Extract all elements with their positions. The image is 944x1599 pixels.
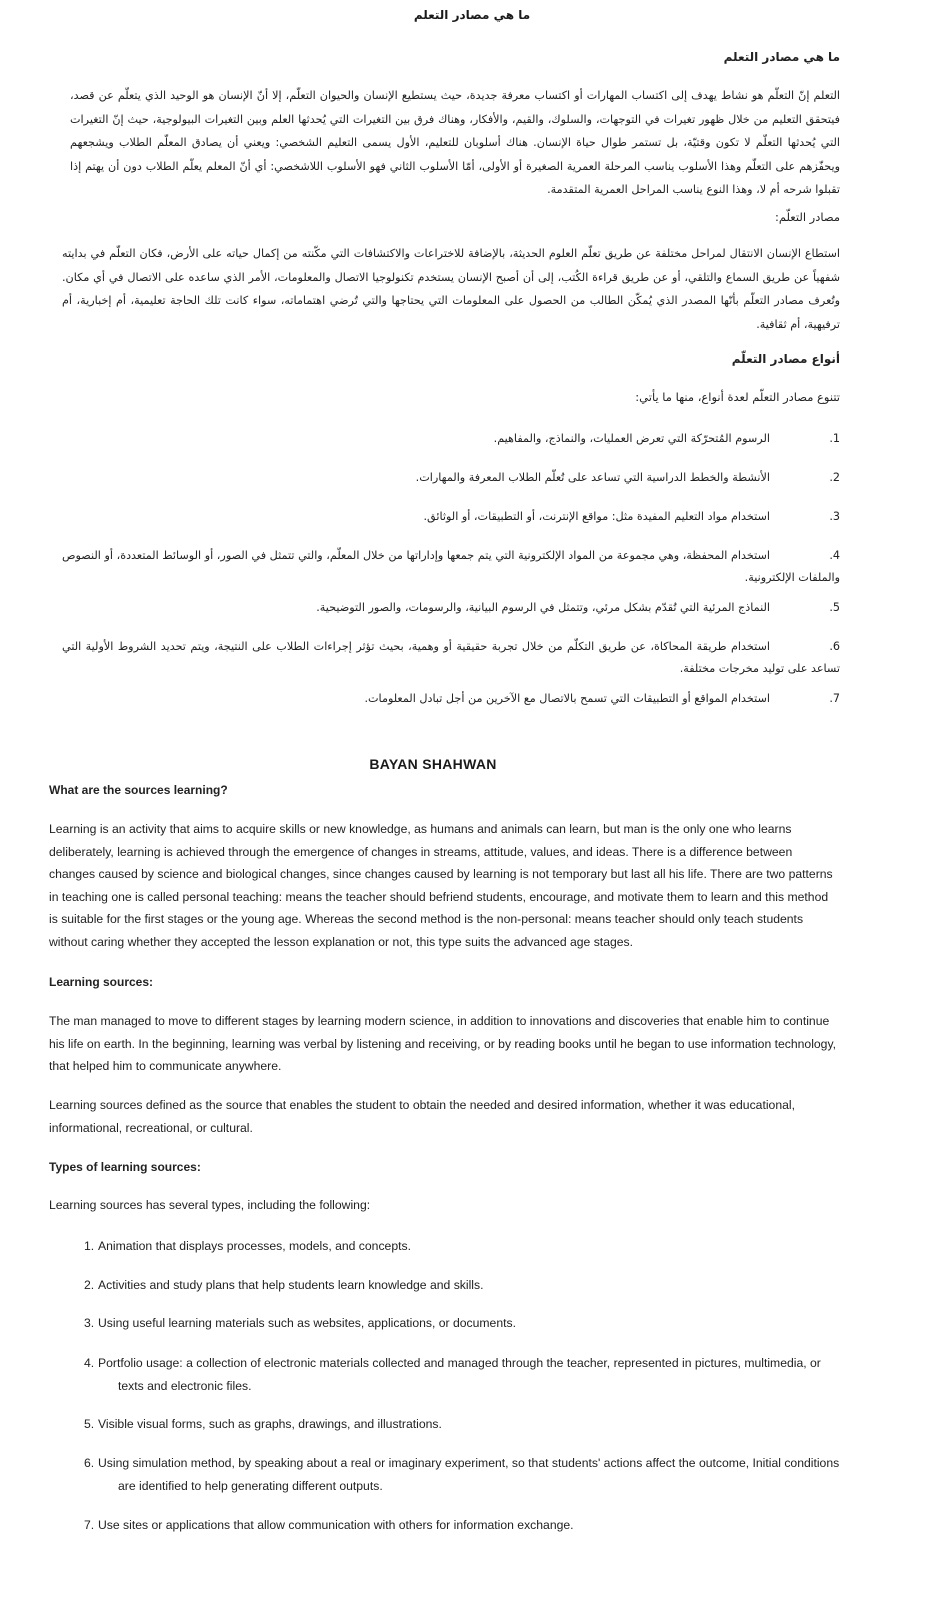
- list-item: [62, 428, 840, 467]
- list-item-number: 3.: [84, 1316, 95, 1330]
- list-item-number: 2.: [84, 1278, 95, 1292]
- english-heading-learning-sources: Learning sources:: [49, 975, 154, 989]
- list-item: [62, 636, 840, 688]
- arabic-types-list: [62, 428, 840, 727]
- english-types-list: [84, 1235, 844, 1538]
- list-item-text: Visible visual forms, such as graphs, drawings, and illustrations.: [98, 1417, 442, 1431]
- english-heading-what-are-sources: What are the sources learning?: [49, 783, 228, 797]
- list-item-number: .1: [829, 432, 840, 445]
- list-item-number: .5: [829, 601, 840, 614]
- arabic-heading-what-are-sources: ما هي مصادر التعلم: [723, 50, 840, 64]
- list-item-number: .4: [829, 549, 840, 562]
- english-intro-paragraph: Learning is an activity that aims to acquire skills or new knowledge, as humans and animals can learn, but man is the only one who learns deliberately, learning is achieved through the emergence of changes in streams, attitude, values, and ideas. There is a difference between changes caused by science and biological changes, since changes caused by learning is not temporary but last all his life. There are two patterns in teaching one is called personal teaching: means the teacher should befriend students, encourage, and motivate them to learn and this method is suitable for the first stages or the young age. Whereas the second method is the non-personal: means teacher should only teach students without caring whether they accepted the lesson explanation or not, this type suits the advanced age stages.: [49, 822, 833, 949]
- list-item: [62, 688, 840, 727]
- list-item-text: Activities and study plans that help students learn knowledge and skills.: [98, 1278, 484, 1292]
- list-item: [62, 597, 840, 636]
- list-item-number: 4.: [84, 1356, 95, 1370]
- list-item-text: الرسوم المُتحرّكة التي تعرض العمليات، والنماذج، والمفاهيم.: [493, 432, 770, 445]
- list-item-text: الأنشطة والخطط الدراسية التي تساعد على تُعلّم الطلاب المعرفة والمهارات.: [415, 471, 770, 484]
- list-item: [84, 1413, 844, 1452]
- list-item-text: Animation that displays processes, models, and concepts.: [98, 1239, 411, 1253]
- list-item-number: .2: [829, 471, 840, 484]
- list-item: [84, 1352, 844, 1413]
- english-heading-types: Types of learning sources:: [49, 1160, 201, 1174]
- list-item-number: 7.: [84, 1518, 95, 1532]
- list-item: [84, 1274, 844, 1312]
- list-item-text: استخدام المواقع أو التطبيقات التي تسمح بالاتصال مع الآخرين من أجل تبادل المعلومات.: [364, 692, 770, 705]
- english-types-intro: Learning sources has several types, including the following:: [49, 1198, 371, 1212]
- arabic-heading-types: أنواع مصادر التعلّم: [731, 352, 840, 366]
- list-item: [84, 1235, 844, 1274]
- list-item: [62, 467, 840, 506]
- arabic-types-intro: تتنوع مصادر التعلّم لعدة أنواع، منها ما يأتي:: [635, 390, 840, 404]
- list-item: [84, 1514, 844, 1538]
- arabic-page-title: ما هي مصادر التعلم: [413, 8, 531, 22]
- list-item-text: Using useful learning materials such as websites, applications, or documents.: [98, 1316, 516, 1330]
- list-item-text: النماذج المرئية التي تُقدّم بشكل مرئي، وتتمثل في الرسوم البيانية، والرسومات، والصور التوضيحية.: [316, 601, 770, 614]
- list-item-number: 6.: [84, 1456, 95, 1470]
- list-item-number: 1.: [84, 1239, 95, 1253]
- author-name: BAYAN SHAHWAN: [369, 756, 497, 772]
- list-item-number: .7: [829, 692, 840, 705]
- list-item-number: 5.: [84, 1417, 95, 1431]
- list-item-text: استخدام المحفظة، وهي مجموعة من المواد الإلكترونية التي يتم جمعها وإداراتها من خلال المعلّم، والتي تتمثل في الصور، أو الوسائط المتعددة، أو النصوص والملفات الإلكترونية.: [62, 549, 840, 584]
- list-item-number: .6: [829, 640, 840, 653]
- list-item: [84, 1312, 844, 1352]
- english-sources-paragraph: The man managed to move to different stages by learning modern science, in addition to innovations and discoveries that enable him to continue his life on earth. In the beginning, learning was verbal by listening and receiving, or by reading books until he began to use information technology, that helped him to communicate anywhere.: [49, 1014, 837, 1074]
- list-item-text: Portfolio usage: a collection of electronic materials collected and managed through the teacher, represented in pictures, multimedia, or texts and electronic files.: [98, 1356, 821, 1393]
- list-item-text: Use sites or applications that allow communication with others for information exchange.: [98, 1518, 574, 1532]
- arabic-sources-paragraph: استطاع الإنسان الانتقال لمراحل مختلفة عن طريق تعلّم العلوم الحديثة، بالإضافة للاختراعات والاكتشافات التي مكّنته من إكمال حياته على الأرض، فكان التعلّم في بدايته شفهياً عن طريق السماع والتلقي، أو عن طريق قراءة الكُتب، إلى أن أصبح الإنسان يستخدم تكنولوجيا الاتصال والمعلومات، الأمر الذي ساعده على الاتصال في أي مكان. وتُعرف مصادر التعلّم بأنّها المصدر الذي يُمكّن الطالب من الحصول على المعلومات التي يحتاجها والتي تُرضي اهتماماته، سواء كانت تلك الحاجة تعليمية، أم إخبارية، أم ترفيهية، أم ثقافية.: [62, 247, 840, 331]
- list-item-text: استخدام مواد التعليم المفيدة مثل: مواقع الإنترنت، أو التطبيقات، أو الوثائق.: [423, 510, 770, 523]
- english-sources-definition: Learning sources defined as the source that enables the student to obtain the needed and desired information, whether it was educational, informational, recreational, or cultural.: [49, 1098, 795, 1135]
- list-item: [62, 506, 840, 545]
- arabic-intro-paragraph: التعلم إنّ التعلّم هو نشاط يهدف إلى اكتساب المهارات أو اكتساب معرفة جديدة، حيث يستطيع الإنسان والحيوان التعلّم، إلا أنّ الإنسان هو الوحيد الذي يتعلّم عن قصد، فيتحقق التعليم من خلال ظهور تغيرات في التوجهات، والسلوك، والقيم، والأفكار، وهناك فرق بين التغيرات التي يُحدثها العلم وبين التغيرات البيولوجية، حيث إنّ التغيرات التي يُحدثها التعلّم لا تكون وقتيّة، بل تستمر طوال حياة الإنسان. هناك أسلوبان للتعليم، الأول يسمى التعليم الشخصي: ويعني أن يصادق المعلّم الطلاب ويشجعهم ويحفّزهم على التعلّم وهذا الأسلوب يناسب المرحلة العمرية الصغيرة أو الأولى، أمّا الأسلوب الثاني فهو الأسلوب اللاشخصي: أي أنّ المعلم يعلّم الطلاب دون أن يهتم إذا تقبلوا شرحه أم لا، وهذا النوع يناسب المراحل العمرية المتقدمة.: [70, 89, 840, 196]
- list-item-number: .3: [829, 510, 840, 523]
- list-item: [84, 1452, 844, 1514]
- list-item-text: استخدام طريقة المحاكاة، عن طريق التكلّم من خلال تجربة حقيقية أو وهمية، بحيث تؤثر إجراءات الطلاب على النتيجة، ويتم تحديد الشروط الأولية التي تساعد على توليد مخرجات مختلفة.: [62, 640, 840, 675]
- arabic-heading-learning-sources: مصادر التعلّم:: [774, 210, 840, 224]
- list-item-text: Using simulation method, by speaking about a real or imaginary experiment, so that students' actions affect the outcome, Initial conditions are identified to help generating different outputs.: [98, 1456, 840, 1493]
- list-item: [62, 545, 840, 597]
